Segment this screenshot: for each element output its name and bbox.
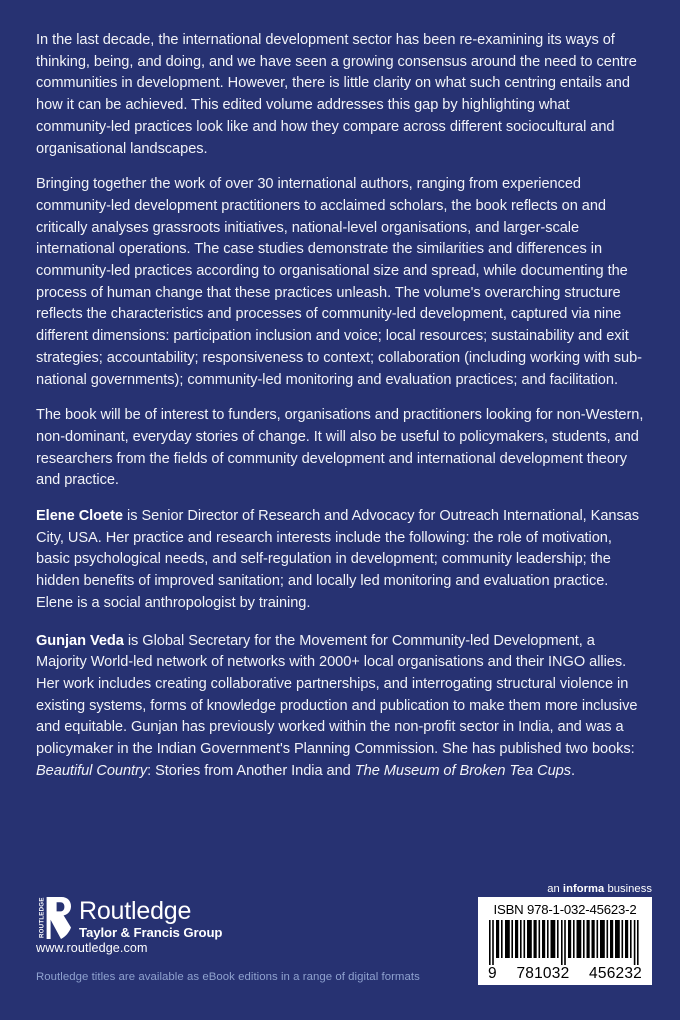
routledge-name: Routledge [79, 897, 192, 925]
barcode-digit-row [487, 965, 643, 983]
author-bio-elene-cloete [36, 506, 644, 615]
isbn-number-label: ISBN 978-1-032-45623-2 [493, 902, 637, 917]
ebook-availability-note: Routledge titles are available as eBook editions in a range of digital formats [36, 971, 420, 983]
routledge-logo [36, 896, 222, 940]
barcode-digit-group-3: 456232 [589, 965, 642, 982]
author-name-elene-cloete: Elene Cloete [36, 508, 123, 525]
barcode-digit-group-1: 9 [488, 965, 497, 982]
routledge-wordmark [79, 896, 222, 940]
blurb-paragraph-2: Bringing together the work of over 30 international authors, ranging from experienced community-led development practitioners to acclaimed scholars, the book reflects on and critically analyses grassroots initiatives, national-level organisations, and larger-scale international operations. The case studies demonstrate the similarities and differences in community-led practices according to organisational size and spread, while documenting the process of human change that these practices unleash. The volume's overarching structure reflects the characteristics and processes of community-led development, captured via nine different dimensions: participation inclusion and voice; local resources; sustainability and exit strategies; accountability; responsiveness to context; collaboration (including working with sub-national governments); community-led monitoring and evaluation practices; and facilitation. [36, 176, 642, 388]
ean13-barcode-bars-icon [489, 920, 641, 965]
author-bio-text-gunjan-veda-part3: . [570, 762, 575, 779]
author-bio-text-gunjan-veda-part2: : Stories from Another India and [147, 762, 355, 779]
isbn-barcode-panel [478, 897, 652, 985]
routledge-r-mark-icon [36, 896, 72, 940]
author-bio-text-gunjan-veda-part1: is Global Secretary for the Movement for Community-led Development, a Majority World-led network of networks with 2000+ local organisations and their INGO allies. Her work includes creating collaborative partnerships, and interrogating structural violence in existing systems, forms of knowledge production and publication to make them more inclusive and equitable. Gunjan has previously worked within the non-profit sector in India, and was a policymaker in the Indian Government's Planning Commission. She has published two books: [36, 632, 638, 758]
routledge-website-url: www.routledge.com [36, 941, 148, 955]
informa-suffix: business [604, 883, 652, 895]
informa-prefix: an [547, 883, 563, 895]
informa-brand: informa [562, 883, 605, 895]
author-name-gunjan-veda: Gunjan Veda [36, 632, 124, 649]
author-bio-text-elene-cloete: is Senior Director of Research and Advocacy for Outreach International, Kansas City, USA. Her practice and research interests include the following: the role of motivation, basic psychological needs, and self-regulation in development; community leadership; the hidden benefits of improved sanitation; and locally led monitoring and evaluation practice. Elene is a social anthropologist by training. [36, 508, 640, 611]
informa-business-line [547, 883, 652, 895]
back-cover-blurb [36, 30, 644, 799]
blurb-paragraph-1: In the last decade, the international development sector has been re-examining its ways of thinking, being, and doing, and we have seen a growing consensus around the need to centre communities in development. However, there is little clarity on what such centring entails and how it can be achieved. This edited volume addresses this gap by highlighting what community-led practices look like and how they compare across different sociocultural and organisational landscapes. [36, 32, 637, 157]
author-bio-gunjan-veda [36, 631, 644, 783]
taylor-francis-group-label: Taylor & Francis Group [79, 925, 223, 940]
book-title-beautiful-country: Beautiful Country [36, 762, 148, 779]
barcode-digit-group-2: 781032 [516, 965, 570, 982]
book-title-museum-of-broken-tea-cups: The Museum of Broken Tea Cups [354, 762, 571, 779]
svg-text:ROUTLEDGE: ROUTLEDGE [38, 897, 46, 938]
blurb-paragraph-3: The book will be of interest to funders, organisations and practitioners looking for non-Western, non-dominant, everyday stories of change. It will also be useful to policymakers, students, and researchers from the fields of community development and international development theory and practice. [36, 407, 644, 489]
